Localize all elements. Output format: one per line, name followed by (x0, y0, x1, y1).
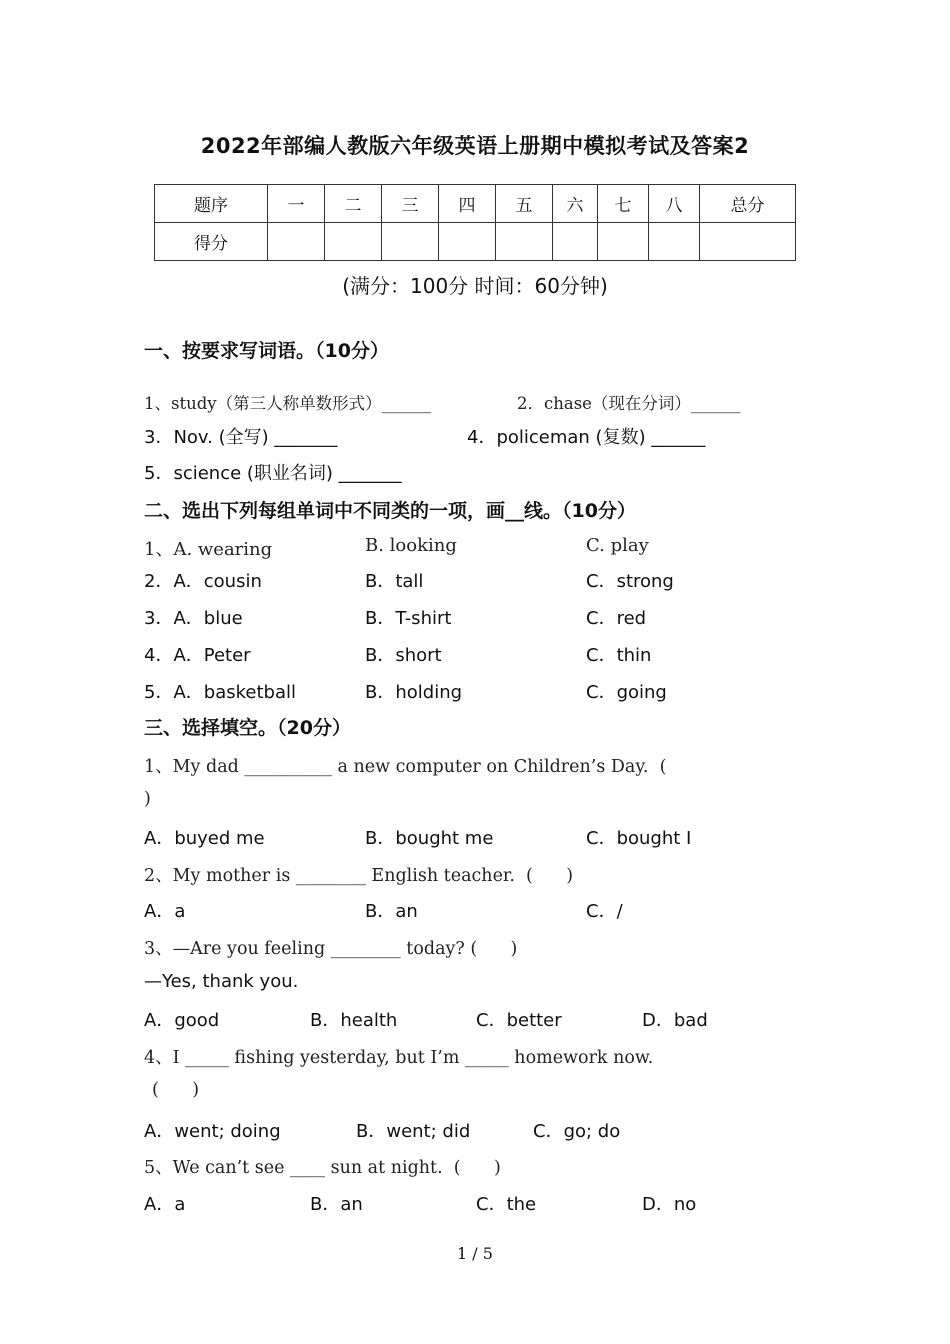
option-3-2-a: A．a (144, 901, 186, 922)
score-cell (553, 223, 598, 261)
question-3-4: 4、I _____ fishing yesterday, but I’m _____ homework now. (144, 1048, 654, 1068)
score-table-cell: 题序 (155, 185, 268, 223)
question-3-5: 5、We can’t see ____ sun at night. ( ) (144, 1158, 501, 1178)
option-3-5-a: A．a (144, 1194, 186, 1215)
option-2-2-a: 2．A．cousin (144, 571, 262, 592)
full-mark-note: (满分：100分 时间：60分钟) (342, 274, 608, 298)
score-table-cell: 六 (553, 185, 598, 223)
option-3-3-b: B．health (310, 1010, 398, 1031)
page-title: 2022年部编人教版六年级英语上册期中模拟考试及答案2 (200, 134, 750, 158)
option-3-2-c: C．/ (586, 901, 623, 922)
score-cell (496, 223, 553, 261)
option-3-1-a: A．buyed me (144, 828, 265, 849)
page-number: 1 / 5 (457, 1244, 493, 1263)
option-2-5-c: C．going (586, 682, 667, 703)
score-table-cell: 七 (598, 185, 649, 223)
option-2-3-b: B．T-shirt (365, 608, 452, 629)
option-2-4-a: 4．A．Peter (144, 645, 251, 666)
score-table-cell: 八 (649, 185, 700, 223)
option-2-4-c: C．thin (586, 645, 652, 666)
option-3-5-c: C．the (476, 1194, 537, 1215)
option-3-4-b: B．went; did (356, 1121, 471, 1142)
option-2-1-c: C. play (586, 535, 649, 556)
option-2-3-a: 3．A．blue (144, 608, 243, 629)
score-table-cell: 一 (268, 185, 325, 223)
score-table-cell: 四 (439, 185, 496, 223)
option-2-3-c: C．red (586, 608, 647, 629)
score-table-header-row (155, 185, 796, 223)
option-3-4-a: A．went; doing (144, 1121, 281, 1142)
score-cell (700, 223, 796, 261)
option-3-1-c: C．bought I (586, 828, 692, 849)
option-3-5-d: D．no (642, 1194, 697, 1215)
option-3-3-c: C．better (476, 1010, 562, 1031)
question-1-3: 3．Nov. (全写) _______ (144, 427, 338, 448)
question-3-3-answer: —Yes, thank you. (144, 971, 299, 992)
score-table-cell: 五 (496, 185, 553, 223)
option-2-5-b: B．holding (365, 682, 463, 703)
option-2-5-a: 5．A．basketball (144, 682, 296, 703)
question-1-5: 5．science (职业名词) _______ (144, 463, 402, 484)
option-3-3-d: D．bad (642, 1010, 708, 1031)
question-3-1-paren: ) (144, 789, 151, 809)
question-3-1: 1、My dad __________ a new computer on Children’s Day. ( (144, 757, 667, 777)
score-cell (325, 223, 382, 261)
score-cell (439, 223, 496, 261)
score-table-score-row (155, 223, 796, 261)
score-cell (382, 223, 439, 261)
option-2-2-c: C．strong (586, 571, 674, 592)
score-table-row-label: 得分 (155, 223, 268, 261)
option-2-2-b: B．tall (365, 571, 424, 592)
option-3-2-b: B．an (365, 901, 418, 922)
question-3-4-paren: ( ) (152, 1080, 200, 1100)
score-cell (598, 223, 649, 261)
section-heading-3: 三、选择填空。（20分） (144, 717, 351, 739)
section-heading-1: 一、按要求写词语。（10分） (144, 340, 389, 362)
score-cell (268, 223, 325, 261)
option-3-5-b: B．an (310, 1194, 363, 1215)
option-2-1-b: B. looking (365, 535, 457, 556)
score-table-cell: 三 (382, 185, 439, 223)
score-table (154, 184, 796, 261)
option-3-3-a: A．good (144, 1010, 220, 1031)
score-table-cell: 总分 (700, 185, 796, 223)
option-3-4-c: C．go; do (533, 1121, 621, 1142)
question-3-2: 2、My mother is ________ English teacher. ( ) (144, 866, 574, 886)
question-3-3: 3、—Are you feeling ________ today? ( ) (144, 939, 518, 959)
question-1-1: 1、study（第三人称单数形式）______ (144, 394, 432, 413)
score-table-cell: 二 (325, 185, 382, 223)
question-1-4: 4．policeman (复数) ______ (467, 427, 706, 448)
score-cell (649, 223, 700, 261)
question-1-2: 2．chase（现在分词）______ (517, 394, 741, 413)
option-3-1-b: B．bought me (365, 828, 494, 849)
option-2-4-b: B．short (365, 645, 442, 666)
option-2-1-a: 1、A. wearing (144, 539, 273, 560)
section-heading-2: 二、选出下列每组单词中不同类的一项，画__线。（10分） (144, 500, 636, 522)
